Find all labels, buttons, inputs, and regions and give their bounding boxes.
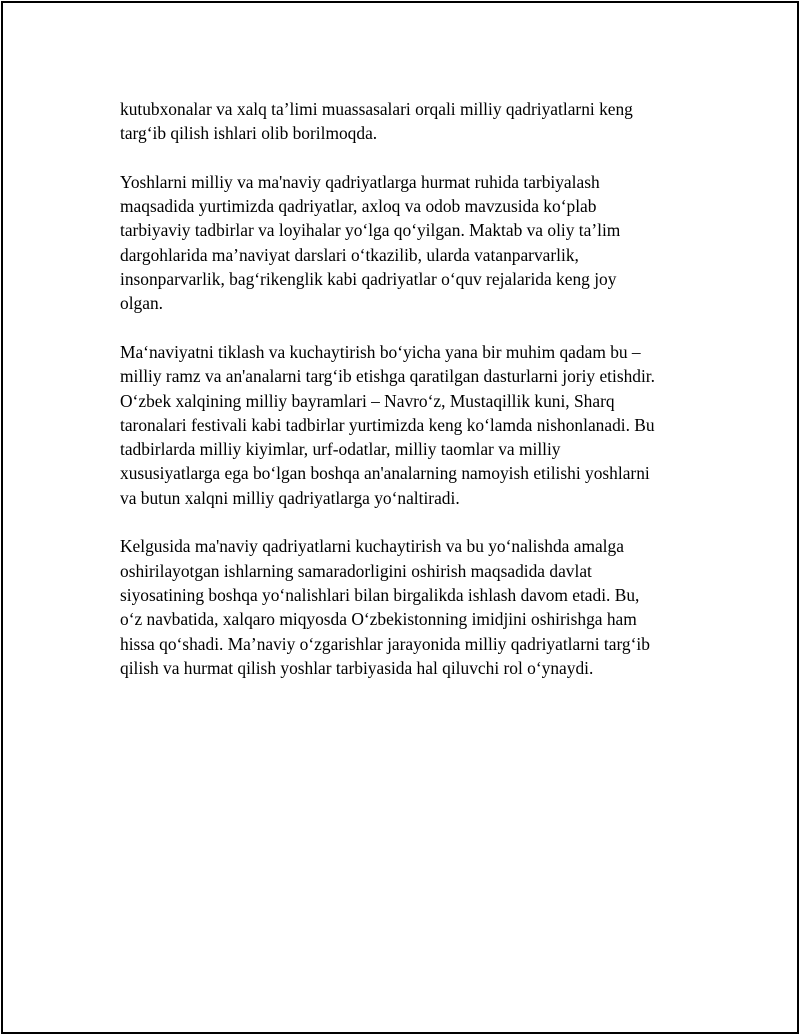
paragraph-3 bbox=[120, 340, 700, 510]
text-line: va butun xalqni milliy qadriyatlarga yo‘naltiradi. bbox=[120, 487, 460, 508]
page-frame bbox=[1, 1, 799, 1034]
text-line: taronalari festivali kabi tadbirlar yurtimizda keng ko‘lamda nishonlanadi. Bu bbox=[120, 414, 655, 435]
text-line: tadbirlarda milliy kiyimlar, urf-odatlar, milliy taomlar va milliy bbox=[120, 439, 561, 460]
text-line: dargohlarida ma’naviyat darslari o‘tkazilib, ularda vatanparvarlik, bbox=[120, 244, 579, 265]
paragraph-4 bbox=[120, 534, 700, 680]
text-line: oshirilayotgan ishlarning samaradorligini oshirish maqsadida davlat bbox=[120, 560, 592, 581]
text-line: milliy ramz va an'analarni targ‘ib etishga qaratilgan dasturlarni joriy etishdir. bbox=[120, 366, 655, 387]
paragraph-1 bbox=[120, 97, 700, 146]
text-line: targ‘ib qilish ishlari olib borilmoqda. bbox=[120, 123, 378, 144]
text-line: o‘z navbatida, xalqaro miqyosda O‘zbekistonning imidjini oshirishga ham bbox=[120, 609, 637, 630]
text-line: tarbiyaviy tadbirlar va loyihalar yo‘lga qo‘yilgan. Maktab va oliy ta’lim bbox=[120, 220, 621, 241]
text-line: siyosatining boshqa yo‘nalishlari bilan birgalikda ishlash davom etadi. Bu, bbox=[120, 584, 640, 605]
text-line: maqsadida yurtimizda qadriyatlar, axloq va odob mavzusida ko‘plab bbox=[120, 196, 597, 217]
text-line: insonparvarlik, bag‘rikenglik kabi qadriyatlar o‘quv rejalarida keng joy bbox=[120, 269, 617, 290]
document-body bbox=[120, 97, 700, 680]
text-line: Yoshlarni milliy va ma'naviy qadriyatlarga hurmat ruhida tarbiyalash bbox=[120, 171, 600, 192]
paragraph-2 bbox=[120, 170, 700, 316]
text-line: hissa qo‘shadi. Ma’naviy o‘zgarishlar jarayonida milliy qadriyatlarni targ‘ib bbox=[120, 633, 650, 654]
text-line: xususiyatlarga ega bo‘lgan boshqa an'analarning namoyish etilishi yoshlarni bbox=[120, 463, 650, 484]
text-line: O‘zbek xalqining milliy bayramlari – Navro‘z, Mustaqillik kuni, Sharq bbox=[120, 390, 615, 411]
text-line: olgan. bbox=[120, 293, 163, 314]
text-line: Kelgusida ma'naviy qadriyatlarni kuchaytirish va bu yo‘nalishda amalga bbox=[120, 536, 624, 557]
text-line: Ma‘naviyatni tiklash va kuchaytirish bo‘yicha yana bir muhim qadam bu – bbox=[120, 341, 641, 362]
text-line: kutubxonalar va xalq ta’limi muassasalari orqali milliy qadriyatlarni keng bbox=[120, 99, 633, 119]
text-line: qilish va hurmat qilish yoshlar tarbiyasida hal qiluvchi rol o‘ynaydi. bbox=[120, 657, 594, 678]
